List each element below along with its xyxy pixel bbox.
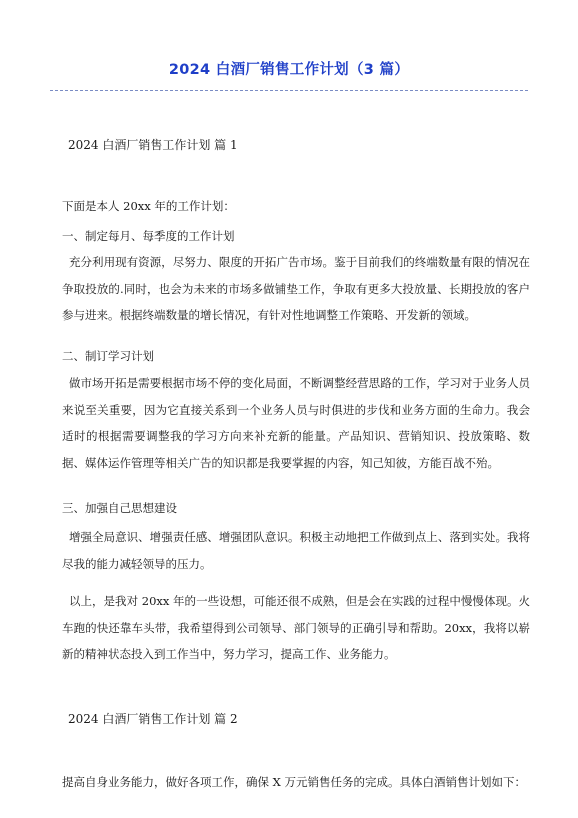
title-divider — [50, 90, 528, 91]
part2-body: 提高自身业务能力，做好各项工作，确保 X 万元销售任务的完成。具体白酒销售计划如下： — [62, 775, 526, 789]
item1-heading: 一、制定每月、每季度的工作计划 — [62, 229, 235, 243]
intro-line: 下面是本人 20xx 年的工作计划： — [62, 199, 235, 213]
closing-paragraph: 以上，是我对 20xx 年的一些设想，可能还很不成熟，但是会在实践的过程中慢慢体现。火车跑的快还靠车头带，我希望得到公司领导、部门领导的正确引导和帮助。20xx，我将以崭新的精神状态投入到工作当中，努力学习，提高工作、业务能力。 — [62, 594, 530, 661]
item3-heading: 三、加强自己思想建设 — [62, 501, 177, 515]
item3-body: 增强全局意识、增强责任感、增强团队意识。积极主动地把工作做到点上、落到实处。我将尽我的能力减轻领导的压力。 — [62, 530, 530, 571]
document-title: 2024 白酒厂销售工作计划（3 篇） — [168, 62, 410, 78]
part2-heading: 2024 白酒厂销售工作计划 篇 2 — [68, 712, 238, 726]
part1-heading: 2024 白酒厂销售工作计划 篇 1 — [68, 138, 238, 152]
item2-heading: 二、制订学习计划 — [62, 349, 154, 363]
item1-body: 充分利用现有资源，尽努力、限度的开拓广告市场。鉴于目前我们的终端数量有限的情况在争取投放的.同时，也会为未来的市场多做铺垫工作，争取有更多大投放量、长期投放的客户参与进来。根据终端数量的增长情况，有针对性地调整工作策略、开发新的领域。 — [62, 255, 530, 322]
item2-body: 做市场开拓是需要根据市场不停的变化局面，不断调整经营思路的工作，学习对于业务人员来说至关重要，因为它直接关系到一个业务人员与时俱进的步伐和业务方面的生命力。我会适时的根据需要调整我的学习方向来补充新的能量。产品知识、营销知识、投放策略、数据、媒体运作管理等相关广告的知识都是我要掌握的内容，知己知彼，方能百战不殆。 — [62, 376, 530, 470]
